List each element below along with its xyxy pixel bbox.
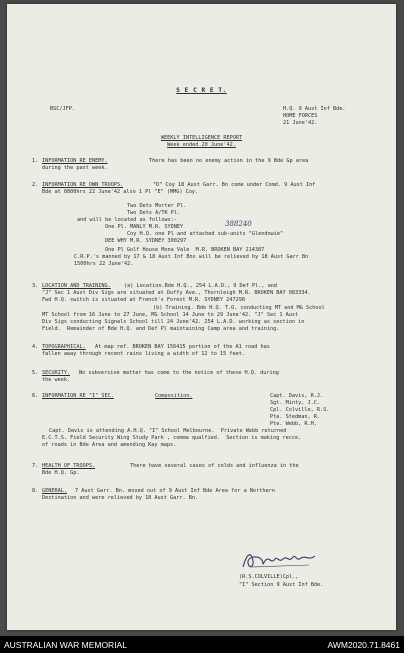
section-line: Bde H.Q. Gp.: [42, 470, 80, 476]
section-heading: INFORMATION RE OWN TROOPS.: [42, 182, 124, 188]
section-line: Destination and were relieved by 18 Aust Garr. Bn.: [42, 495, 199, 501]
section-line: C.R.P.'s manned by 17 & 18 Aust Inf Bns will be relieved by 18 Aust Garr Bn: [74, 254, 309, 260]
personnel-item: Cpl. Colville, R.S.: [270, 407, 330, 413]
section-heading: TOPOGRAPHICAL.: [42, 344, 86, 350]
signatory-unit: "I" Section 9 Aust Inf Bde.: [239, 582, 324, 588]
section-number: 8.: [32, 488, 39, 494]
section-line: MT School from 16 June to 27 June, MG School 14 June to 29 June'42. "J" Sec 1 Aust: [42, 312, 299, 318]
footer-accession-number: AWM2020.71.8461: [327, 640, 400, 650]
section-line: Field. Remainder of Bde H.Q. and Def Pl maintaining Camp area and training.: [42, 326, 280, 332]
footer-institution: AUSTRALIAN WAR MEMORIAL: [4, 640, 127, 650]
classification: S E C R E T.: [176, 87, 227, 94]
section-line: of roads in Bde Area and amending Kay maps.: [42, 442, 177, 448]
from-line-2: HOME FORCES: [283, 113, 318, 119]
section-number: 5.: [32, 370, 39, 376]
section-line: 1500hrs 22 June'42.: [74, 261, 134, 267]
file-reference: BSC/JFP.: [50, 106, 75, 112]
section-line: Two Dets Morter Pl.: [127, 203, 187, 209]
section-heading: HEALTH OF TROOPS.: [42, 463, 96, 469]
section-number: 7.: [32, 463, 39, 469]
section-number: 3.: [32, 283, 39, 289]
section-line: (a) Location.Bde H.Q., 254 L.A.D., 9 Def Pl., and: [124, 283, 278, 289]
section-line: One Pl. MANLY M.R. SYDNEY: [105, 224, 184, 230]
report-title: WEEKLY INTELLIGENCE REPORT: [160, 135, 243, 141]
section-line: Fwd H.Q. switch is situated at French's Forest M.R. SYDNEY 247298: [42, 297, 246, 303]
section-line: during the past week.: [42, 165, 108, 171]
section-line: There has been no enemy action in the 9 Bde Gp area: [149, 158, 309, 164]
section-line: Two Dets A/TK Pl.: [127, 210, 181, 216]
report-subtitle: Week ended 20 June'42.: [167, 142, 236, 148]
personnel-item: Sgt. Minty, J.C.: [270, 400, 320, 406]
archive-footer: [0, 636, 404, 653]
section-line: No subversive matter has come to the notice of these H.Q. during: [79, 370, 279, 376]
section-line: fallen away through recent rains living a width of 12 to 15 feet.: [42, 351, 246, 357]
handwritten-map-ref: 388240: [225, 220, 252, 228]
section-line: "J" Sec 1 Aust Div Sigs are situated at Duffy Ave., Thornleigh M.R. BROKEN BAY 083334.: [42, 290, 311, 296]
section-heading: INFORMATION RE ENEMY.: [42, 158, 108, 164]
section-line: Bde at 0800hrs 22 June'42 also 1 Pl "E" (MMG) Coy.: [42, 189, 199, 195]
section-line: the week.: [42, 377, 71, 383]
personnel-item: Pte. Webb, R.H.: [270, 421, 317, 427]
section-heading: GENERAL.: [42, 488, 67, 494]
section-line: and will be located as follows:-: [77, 217, 177, 223]
section-heading: INFORMATION RE "I" SEC.: [42, 393, 114, 399]
from-line-3: 21 June'42.: [283, 120, 318, 126]
section-number: 1.: [32, 158, 39, 164]
section-line: "D" Coy 18 Aust Garr. Bn come under Comd. 9 Aust Inf: [153, 182, 316, 188]
section-heading: SECURITY.: [42, 370, 71, 376]
section-line: 7 Aust Garr. Bn. moved out of 9 Aust Inf Bde Area for a Northern: [75, 488, 275, 494]
section-number: 2.: [32, 182, 39, 188]
section-number: 4.: [32, 344, 39, 350]
section-subheading: Composition.: [155, 393, 193, 399]
section-line: At map ref. BROKEN BAY 156415 portion of the A1 road has: [95, 344, 270, 350]
section-line: Div Sigs conducting Signals School till 24 June'42. 254 L.A.D. working as section in: [42, 319, 305, 325]
section-line: One Pl Golf House Mona Vale M.R. BROKEN BAY 214387: [105, 247, 265, 253]
signatory-name: (R.S.COLVILLE)Cpl.,: [239, 574, 299, 580]
personnel-item: Pte. Stedman, R.: [270, 414, 320, 420]
section-line: (b) Training. Bde H.Q. T.O. conducting MT and MG School: [153, 305, 325, 311]
document-page: [7, 4, 396, 630]
section-number: 6.: [32, 393, 39, 399]
handwritten-signature: [239, 547, 319, 573]
personnel-item: Capt. Davis, R.J.: [270, 393, 324, 399]
section-line: DEE WHY M.R. SYDNEY 300297: [105, 238, 187, 244]
section-line: E.C.T.S. Field Security Wing Study Park , comma qualfied. Section is making recce.: [42, 435, 302, 441]
section-line: Capt. Davis is attending A.H.Q. "I" School Melbourne. Private Webb returned: [49, 428, 287, 434]
section-line: There have several cases of colds and influenza in the: [130, 463, 299, 469]
section-heading: LOCATION AND TRAINING.: [42, 283, 111, 289]
section-line: Coy H.Q. one Pl and attached sub-units "Glendowie": [127, 231, 284, 237]
from-line-1: H.Q. 9 Aust Inf Bde.: [283, 106, 346, 112]
